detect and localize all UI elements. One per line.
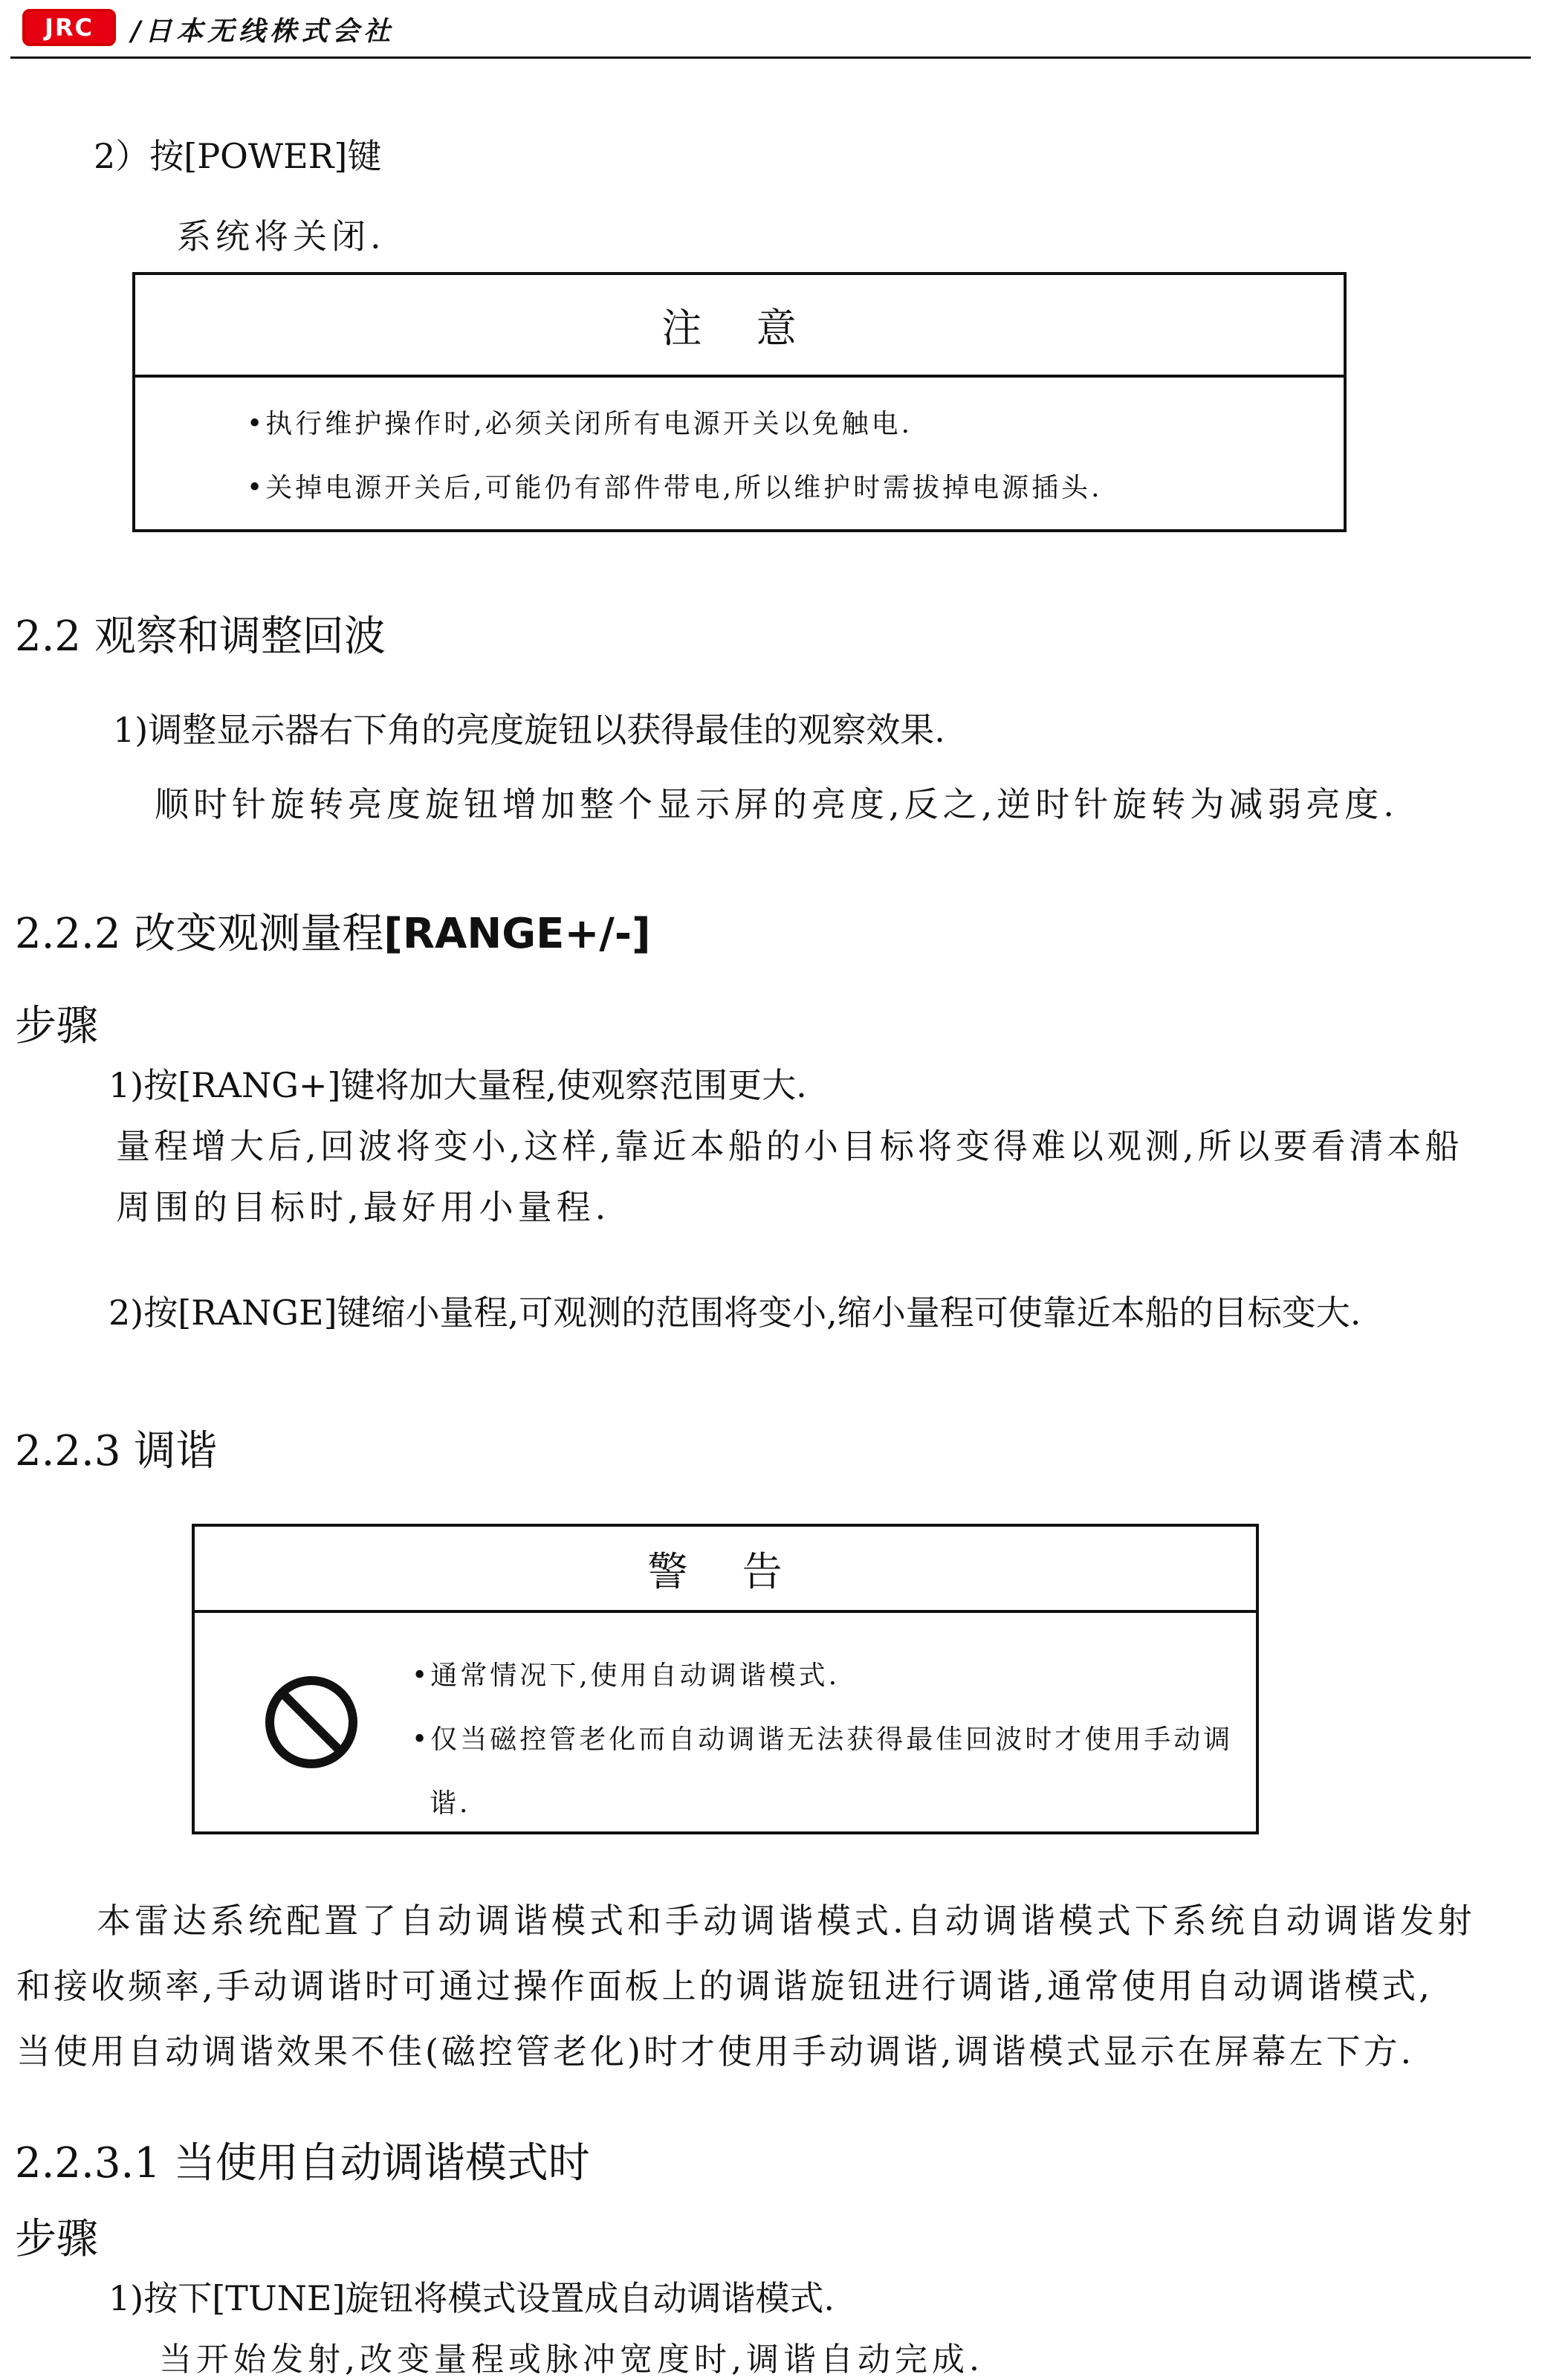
section-2-2-3-1-desc1: 当开始发射,改变量程或脉冲宽度时,调谐自动完成. <box>159 2341 984 2379</box>
jrc-logo <box>22 9 116 46</box>
caution-title: 注 意 <box>135 275 1344 378</box>
tuning-para-line3: 当使用自动调谐效果不佳(磁控管老化)时才使用手动调谐,调谐模式显示在屏幕左下方. <box>16 2031 1415 2072</box>
section-2-2-2-desc1-line2: 周围的目标时,最好用小量程. <box>116 1187 611 1227</box>
section-2-2-3-1-steps-label: 步骤 <box>15 2215 98 2263</box>
section-2-2-2-steps-label: 步骤 <box>15 1002 98 1050</box>
section-2-2-3-1-step1: 1)按下[TUNE]旋钮将模式设置成自动调谐模式. <box>108 2278 835 2318</box>
caution-box <box>132 272 1347 532</box>
section-2-2-step1: 1)调整显示器右下角的亮度旋钮以获得最佳的观察效果. <box>113 710 945 750</box>
caution-item-1: •执行维护操作时,必须关闭所有电源开关以免触电. <box>247 409 913 439</box>
section-2-2-3-1-heading: 2.2.3.1 当使用自动调谐模式时 <box>15 2139 590 2187</box>
section-2-2-heading: 2.2 观察和调整回波 <box>15 612 386 661</box>
section-2-2-3-heading: 2.2.3 调谐 <box>15 1427 218 1475</box>
warning-item-1: •通常情况下,使用自动调谐模式. <box>412 1660 840 1691</box>
section-2-2-desc1: 顺时针旋转亮度旋钮增加整个显示屏的亮度,反之,逆时针旋转为减弱亮度. <box>155 784 1399 824</box>
company-name: /日本无线株式会社 <box>131 16 395 47</box>
section-2-2-2-step2: 2)按[RANGE]键缩小量程,可观测的范围将变小,缩小量程可使靠近本船的目标变大. <box>108 1293 1361 1333</box>
section-2-2-2-heading-suffix: [RANGE+/-] <box>383 910 651 958</box>
warning-item-2-line1: •仅当磁控管老化而自动调谐无法获得最佳回波时才使用手动调 <box>412 1724 1234 1755</box>
caution-item-2: •关掉电源开关后,可能仍有部件带电,所以维护时需拔掉电源插头. <box>247 473 1103 503</box>
step-power-desc: 系统将关闭. <box>177 216 386 256</box>
warning-title: 警 告 <box>195 1527 1256 1613</box>
section-2-2-2-heading-prefix: 2.2.2 改变观测量程 <box>15 910 384 958</box>
section-2-2-2-desc1-line1: 量程增大后,回波将变小,这样,靠近本船的小目标将变得难以观测,所以要看清本船 <box>116 1126 1463 1166</box>
section-2-2-2-heading <box>15 901 651 960</box>
step-power-label: 2）按[POWER]键 <box>94 136 382 176</box>
tuning-para-line2: 和接收频率,手动调谐时可通过操作面板上的调谐旋钮进行调谐,通常使用自动调谐模式, <box>16 1966 1433 2006</box>
logo-text: JRC <box>44 13 94 42</box>
tuning-para-line1: 本雷达系统配置了自动调谐模式和手动调谐模式.自动调谐模式下系统自动调谐发射 <box>97 1901 1476 1941</box>
section-2-2-2-step1: 1)按[RANG+]键将加大量程,使观察范围更大. <box>108 1065 807 1105</box>
header-divider <box>10 56 1531 59</box>
warning-item-2-line2: 谐. <box>430 1788 471 1819</box>
prohibited-icon <box>263 1674 360 1771</box>
